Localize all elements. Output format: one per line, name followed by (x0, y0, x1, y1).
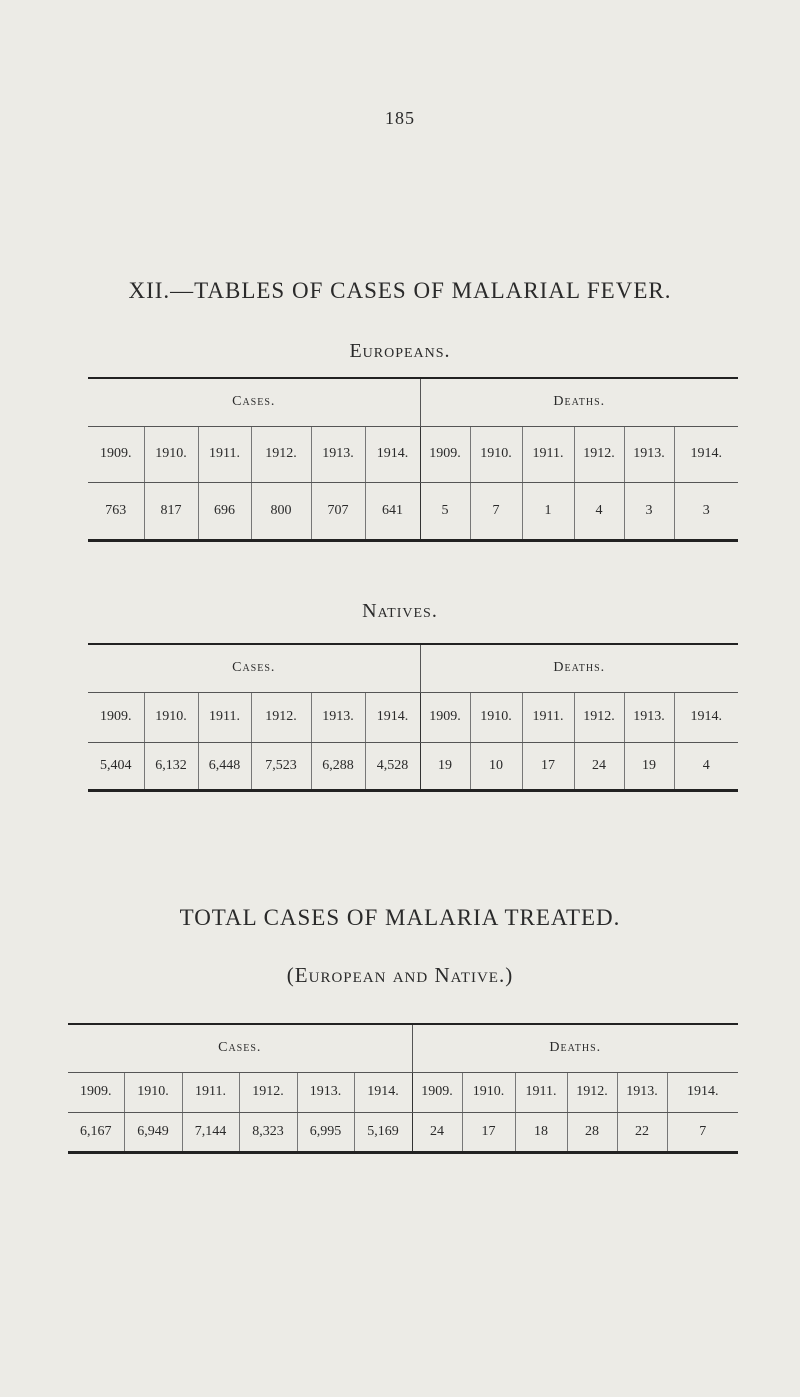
total-subheading: (European and Native.) (286, 963, 514, 987)
year-header: 1910. (144, 692, 198, 742)
year-header: 1911. (522, 426, 574, 482)
deaths-value: 19 (420, 742, 470, 790)
year-header: 1912. (574, 692, 624, 742)
year-header: 1909. (88, 692, 144, 742)
deaths-header: Deaths. (420, 644, 738, 692)
page-title: XII.—TABLES OF CASES OF MALARIAL FEVER. (128, 278, 672, 303)
total-table (68, 1023, 738, 1154)
cases-value: 6,132 (144, 742, 198, 790)
year-header: 1912. (251, 426, 311, 482)
cases-value: 6,288 (311, 742, 365, 790)
year-header: 1913. (624, 692, 674, 742)
deaths-value: 18 (515, 1112, 567, 1152)
deaths-value: 7 (470, 482, 522, 540)
deaths-value: 4 (574, 482, 624, 540)
year-header: 1910. (470, 426, 522, 482)
page-number: 185 (385, 108, 415, 128)
deaths-value: 24 (412, 1112, 462, 1152)
cases-value: 800 (251, 482, 311, 540)
year-header: 1913. (624, 426, 674, 482)
cases-value: 6,167 (68, 1112, 124, 1152)
cases-header: Cases. (68, 1024, 412, 1072)
year-header: 1912. (251, 692, 311, 742)
year-header: 1911. (198, 426, 251, 482)
cases-value: 696 (198, 482, 251, 540)
year-header: 1912. (574, 426, 624, 482)
cases-value: 8,323 (239, 1112, 297, 1152)
cases-value: 641 (365, 482, 420, 540)
cases-value: 817 (144, 482, 198, 540)
deaths-value: 17 (462, 1112, 515, 1152)
natives-heading: Natives. (362, 600, 438, 622)
deaths-value: 28 (567, 1112, 617, 1152)
natives-table (88, 643, 738, 792)
year-header: 1909. (420, 426, 470, 482)
deaths-value: 3 (702, 502, 710, 518)
cases-header: Cases. (88, 378, 420, 426)
deaths-value: 5 (420, 482, 470, 540)
cases-header: Cases. (88, 644, 420, 692)
deaths-value: 4 (702, 757, 710, 773)
year-header: 1909. (68, 1072, 124, 1112)
europeans-table (88, 377, 738, 542)
deaths-value: 19 (624, 742, 674, 790)
year-header: 1913. (297, 1072, 354, 1112)
year-header: 1911. (182, 1072, 239, 1112)
cases-value: 6,448 (198, 742, 251, 790)
cases-value: 6,949 (124, 1112, 182, 1152)
year-header: 1914. (674, 426, 738, 482)
deaths-value: 3 (624, 482, 674, 540)
deaths-value: 22 (617, 1112, 667, 1152)
year-header: 1911. (522, 692, 574, 742)
cases-value: 7,144 (182, 1112, 239, 1152)
cases-value: 763 (88, 482, 144, 540)
cases-value: 5,169 (354, 1112, 412, 1152)
year-header: 1910. (144, 426, 198, 482)
cases-value: 6,995 (297, 1112, 354, 1152)
deaths-value: 7 (699, 1123, 707, 1139)
year-header: 1913. (311, 692, 365, 742)
cases-value: 5,404 (88, 742, 144, 790)
year-header: 1910. (462, 1072, 515, 1112)
cases-value: 4,528 (365, 742, 420, 790)
cases-value: 707 (311, 482, 365, 540)
year-header: 1914. (365, 426, 420, 482)
year-header: 1911. (198, 692, 251, 742)
year-header: 1912. (239, 1072, 297, 1112)
cases-value: 7,523 (251, 742, 311, 790)
year-header: 1913. (311, 426, 365, 482)
deaths-value: 24 (574, 742, 624, 790)
year-header: 1914. (674, 692, 738, 742)
year-header: 1912. (567, 1072, 617, 1112)
year-header: 1909. (420, 692, 470, 742)
deaths-value: 1 (522, 482, 574, 540)
year-header: 1909. (412, 1072, 462, 1112)
total-heading: TOTAL CASES OF MALARIA TREATED. (179, 905, 621, 930)
year-header: 1914. (667, 1072, 738, 1112)
deaths-header: Deaths. (412, 1024, 738, 1072)
deaths-value: 17 (522, 742, 574, 790)
year-header: 1914. (365, 692, 420, 742)
europeans-heading: Europeans. (349, 340, 451, 362)
deaths-value: 10 (470, 742, 522, 790)
year-header: 1913. (617, 1072, 667, 1112)
year-header: 1910. (124, 1072, 182, 1112)
year-header: 1909. (88, 426, 144, 482)
deaths-header: Deaths. (420, 378, 738, 426)
year-header: 1910. (470, 692, 522, 742)
year-header: 1914. (354, 1072, 412, 1112)
year-header: 1911. (515, 1072, 567, 1112)
